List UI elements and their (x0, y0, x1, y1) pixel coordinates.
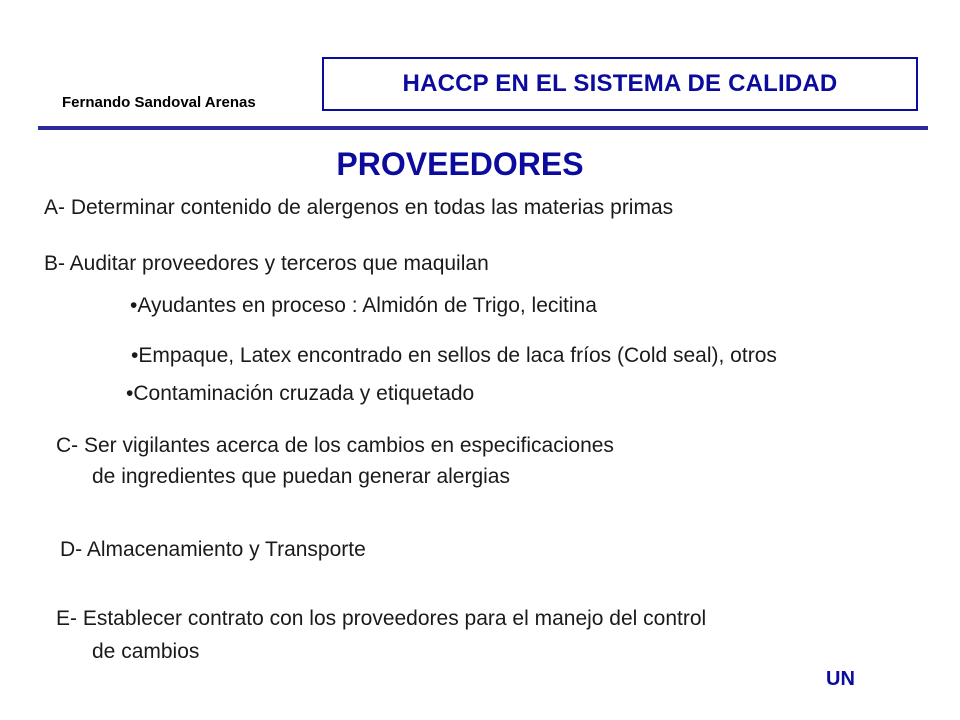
slide-title-box (322, 57, 918, 111)
author-name: Fernando Sandoval Arenas (62, 94, 256, 111)
footer-mark: UN (826, 668, 855, 690)
bullet-item: •Empaque, Latex encontrado en sellos de laca fríos (Cold seal), otros (131, 344, 777, 367)
item-b: B- Auditar proveedores y terceros que maquilan (44, 252, 489, 275)
item-d: D- Almacenamiento y Transporte (60, 538, 366, 561)
item-e-line2: de cambios (92, 640, 200, 663)
item-c-line2: de ingredientes que puedan generar alergias (92, 465, 510, 488)
slide-title: HACCP EN EL SISTEMA DE CALIDAD (402, 70, 838, 97)
section-heading: PROVEEDORES (336, 146, 584, 182)
bullet-item: •Ayudantes en proceso : Almidón de Trigo, lecitina (130, 294, 597, 317)
item-c-line1: C- Ser vigilantes acerca de los cambios en especificaciones (56, 434, 614, 457)
header-divider (38, 126, 928, 130)
item-e-line1: E- Establecer contrato con los proveedores para el manejo del control (56, 607, 707, 630)
bullet-item: •Contaminación cruzada y etiquetado (126, 382, 475, 405)
item-a: A- Determinar contenido de alergenos en todas las materias primas (44, 196, 674, 219)
